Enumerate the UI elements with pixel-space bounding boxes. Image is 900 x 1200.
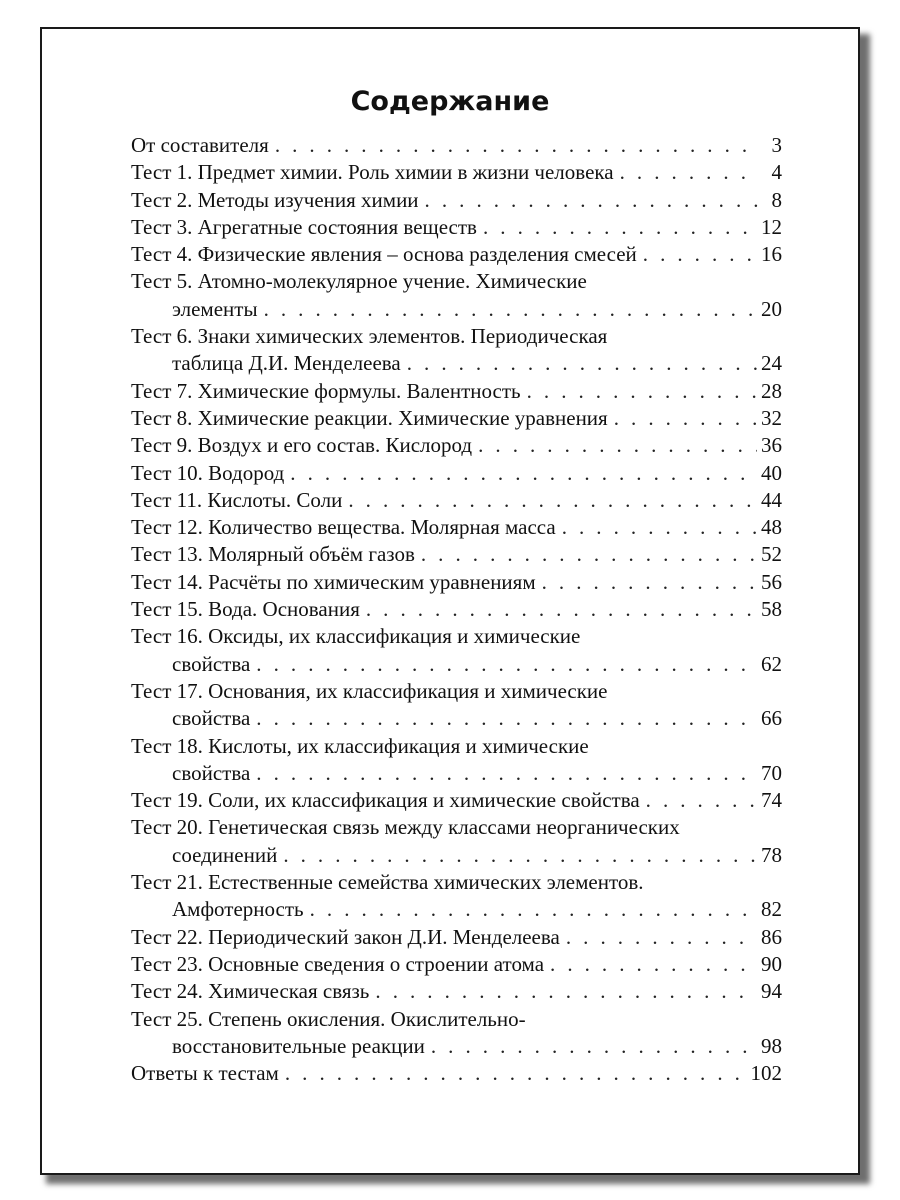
dot-leader	[264, 296, 757, 323]
dot-leader	[256, 651, 757, 678]
toc-entry-title: Тест 13. Молярный объём газов	[131, 542, 415, 567]
dot-leader	[256, 705, 757, 732]
toc-page-number: 4	[771, 160, 782, 185]
toc-entry-title: Тест 15. Вода. Основания	[131, 597, 360, 622]
toc-entry[interactable]	[131, 787, 782, 814]
toc-entry-title: Тест 9. Воздух и его состав. Кислород	[131, 433, 473, 458]
dot-leader	[646, 787, 757, 814]
toc-page-number: 48	[761, 515, 782, 540]
toc-entry[interactable]	[131, 541, 782, 568]
toc-entry-title-line1: Тест 21. Естественные семейства химических элементов.	[131, 870, 644, 895]
table-of-contents	[131, 132, 782, 1087]
dot-leader	[542, 569, 757, 596]
toc-entry-title-line1: Тест 6. Знаки химических элементов. Периодическая	[131, 324, 608, 349]
toc-page-number: 102	[750, 1061, 782, 1086]
toc-page-number: 56	[761, 569, 782, 594]
dot-leader	[275, 132, 758, 159]
dot-leader	[483, 214, 757, 241]
dot-leader	[527, 378, 757, 405]
toc-entry[interactable]	[131, 323, 782, 378]
toc-entry[interactable]	[131, 1060, 782, 1087]
toc-entry[interactable]	[131, 460, 782, 487]
toc-entry[interactable]	[131, 869, 782, 924]
toc-entry-title-line1: Тест 5. Атомно-молекулярное учение. Химические	[131, 269, 587, 294]
toc-entry[interactable]	[131, 978, 782, 1005]
toc-page-number: 98	[761, 1033, 782, 1058]
toc-entry[interactable]	[131, 924, 782, 951]
page-title: Содержание	[350, 86, 550, 117]
toc-entry-title-line1: Тест 16. Оксиды, их классификация и химические	[131, 624, 581, 649]
dot-leader	[550, 951, 757, 978]
toc-entry-title: Тест 4. Физические явления – основа разделения смесей	[131, 242, 637, 267]
toc-entry-title: Ответы к тестам	[131, 1061, 279, 1086]
dot-leader	[566, 924, 757, 951]
toc-entry[interactable]	[131, 733, 782, 788]
toc-page-number: 70	[761, 760, 782, 785]
toc-entry[interactable]	[131, 1006, 782, 1061]
toc-entry-title-line2: таблица Д.И. Менделеева	[172, 351, 401, 376]
toc-entry-title-line1: Тест 20. Генетическая связь между классами неорганических	[131, 815, 680, 840]
dot-leader	[425, 187, 758, 214]
dot-leader	[562, 514, 757, 541]
dot-leader	[620, 159, 758, 186]
toc-page-number: 90	[761, 951, 782, 976]
toc-entry-title: Тест 11. Кислоты. Соли	[131, 487, 343, 512]
toc-page-number: 28	[761, 378, 782, 403]
toc-entry-title: Тест 19. Соли, их классификация и химические свойства	[131, 788, 640, 813]
dot-leader	[431, 1033, 757, 1060]
toc-entry-title-line2: Амфотерность	[172, 897, 304, 922]
dot-leader	[283, 842, 757, 869]
toc-entry-title: Тест 2. Методы изучения химии	[131, 187, 419, 212]
dot-leader	[285, 1060, 747, 1087]
toc-entry-title-line1: Тест 18. Кислоты, их классификация и химические	[131, 733, 589, 758]
toc-page-number: 20	[761, 296, 782, 321]
toc-entry-title-line2: восстановительные реакции	[172, 1033, 425, 1058]
toc-entry[interactable]	[131, 132, 782, 159]
toc-entry-title-line1: Тест 17. Основания, их классификация и химические	[131, 678, 608, 703]
toc-page-number: 3	[771, 133, 782, 157]
toc-entry-title: Тест 24. Химическая связь	[131, 979, 370, 1004]
toc-page-number: 94	[761, 979, 782, 1004]
dot-leader	[614, 405, 757, 432]
toc-entry-title-line2: свойства	[172, 651, 251, 676]
toc-entry-title-line2: соединений	[172, 842, 278, 867]
toc-page-number: 16	[761, 242, 782, 267]
dot-leader	[643, 241, 757, 268]
toc-page-number: 82	[761, 897, 782, 922]
dot-leader	[407, 350, 757, 377]
dot-leader	[256, 760, 757, 787]
toc-page-number: 52	[761, 542, 782, 567]
dot-leader	[421, 541, 757, 568]
dot-leader	[478, 432, 757, 459]
toc-entry[interactable]	[131, 596, 782, 623]
toc-page-number: 58	[761, 597, 782, 622]
toc-page-number: 36	[761, 433, 782, 458]
toc-entry-title: Тест 10. Водород	[131, 460, 285, 485]
toc-entry[interactable]	[131, 487, 782, 514]
toc-entry-title: Тест 3. Агрегатные состояния веществ	[131, 214, 477, 239]
toc-entry[interactable]	[131, 159, 782, 186]
toc-entry-title: Тест 1. Предмет химии. Роль химии в жизни человека	[131, 160, 614, 185]
toc-page-number: 12	[761, 214, 782, 239]
toc-page-number: 32	[761, 405, 782, 430]
dot-leader	[366, 596, 757, 623]
toc-page-number: 44	[761, 487, 782, 512]
toc-entry-title-line2: свойства	[172, 760, 251, 785]
toc-entry-title: От составителя	[131, 133, 269, 157]
toc-entry-title-line2: элементы	[172, 296, 258, 321]
toc-entry-title: Тест 23. Основные сведения о строении атома	[131, 951, 545, 976]
toc-entry[interactable]	[131, 378, 782, 405]
toc-page-number: 78	[761, 842, 782, 867]
toc-entry[interactable]	[131, 405, 782, 432]
toc-entry-title: Тест 8. Химические реакции. Химические уравнения	[131, 405, 608, 430]
toc-page-number: 8	[771, 187, 782, 212]
toc-entry[interactable]	[131, 569, 782, 596]
toc-entry[interactable]	[131, 623, 782, 678]
toc-entry[interactable]	[131, 187, 782, 214]
toc-entry[interactable]	[131, 951, 782, 978]
dot-leader	[290, 460, 757, 487]
toc-entry-title: Тест 22. Периодический закон Д.И. Менделеева	[131, 924, 560, 949]
toc-entry[interactable]	[131, 514, 782, 541]
dot-leader	[310, 896, 757, 923]
toc-page-number: 66	[761, 706, 782, 731]
toc-page-number: 24	[761, 351, 782, 376]
toc-entry-title: Тест 7. Химические формулы. Валентность	[131, 378, 521, 403]
toc-entry[interactable]	[131, 268, 782, 323]
toc-entry-title: Тест 12. Количество вещества. Молярная масса	[131, 515, 556, 540]
toc-entry[interactable]	[131, 214, 782, 241]
toc-entry[interactable]	[131, 678, 782, 733]
toc-entry-title-line1: Тест 25. Степень окисления. Окислительно-	[131, 1006, 526, 1031]
toc-entry[interactable]	[131, 432, 782, 459]
dot-leader	[348, 487, 757, 514]
toc-entry-title-line2: свойства	[172, 706, 251, 731]
dot-leader	[375, 978, 757, 1005]
toc-entry[interactable]	[131, 814, 782, 869]
toc-page-number: 62	[761, 651, 782, 676]
toc-entry[interactable]	[131, 241, 782, 268]
toc-page-number: 86	[761, 924, 782, 949]
toc-page-number: 74	[761, 788, 782, 813]
toc-page-number: 40	[761, 460, 782, 485]
toc-entry-title: Тест 14. Расчёты по химическим уравнениям	[131, 569, 536, 594]
